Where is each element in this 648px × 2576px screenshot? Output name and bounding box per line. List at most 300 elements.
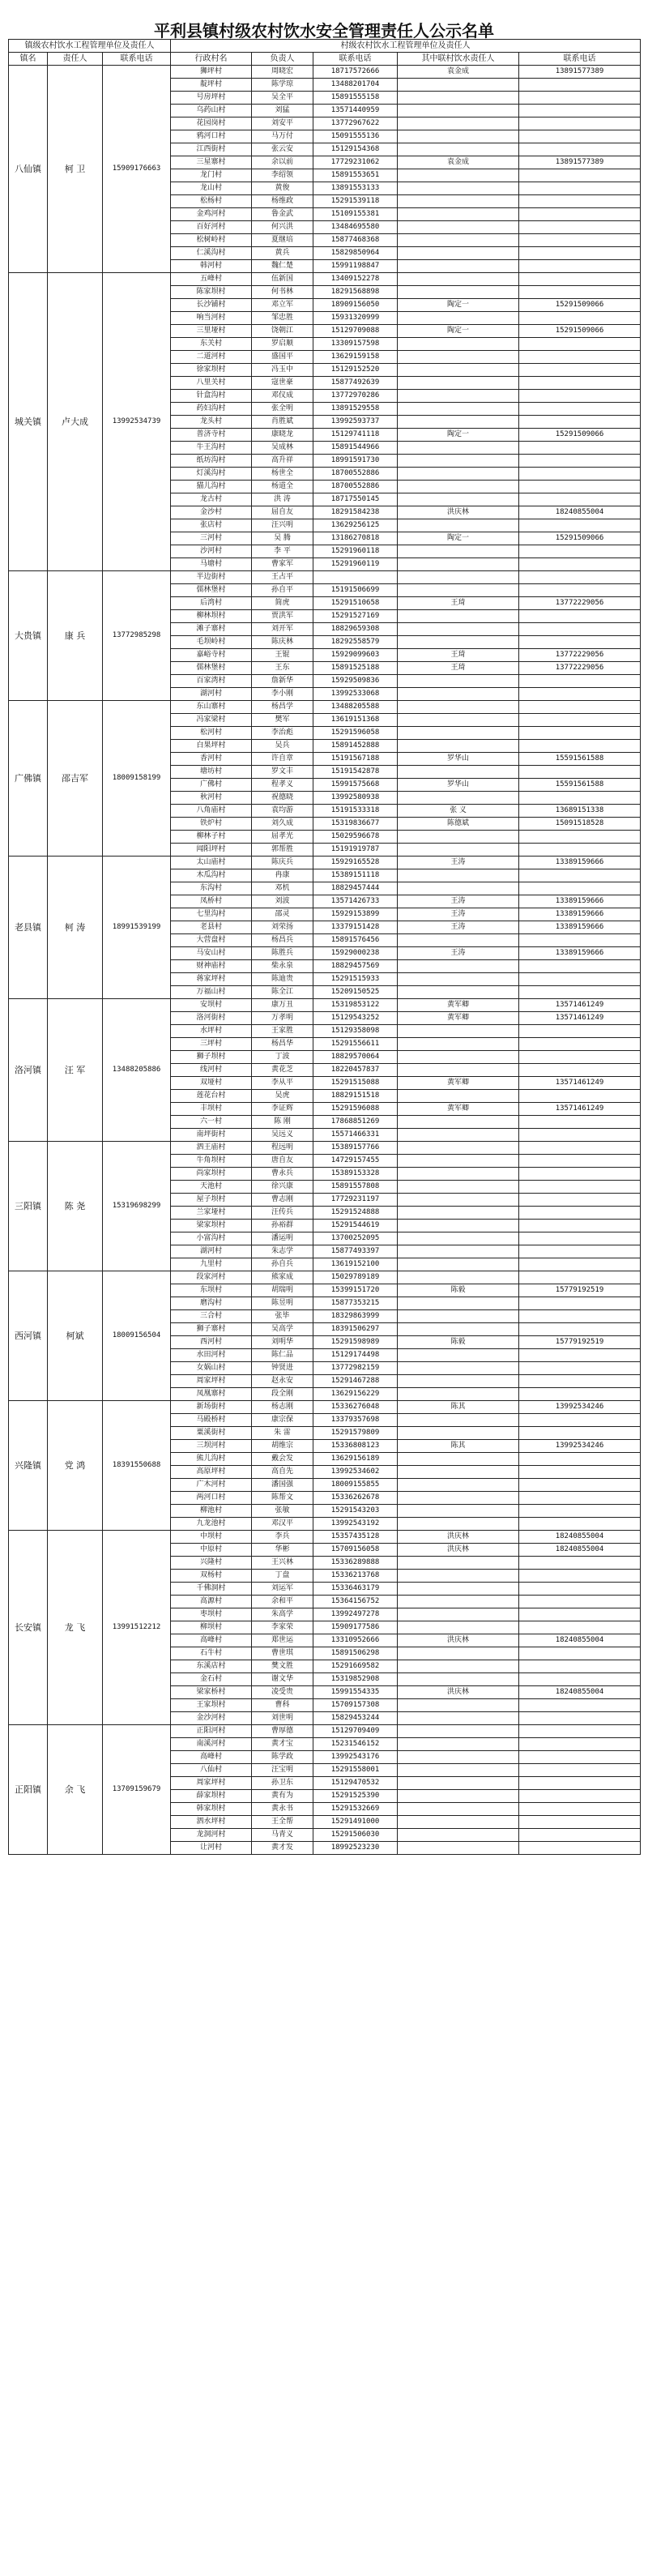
village-name: 松杨村	[171, 195, 252, 208]
sub-responsible	[398, 1557, 519, 1570]
village-responsible: 陈全江	[252, 986, 313, 999]
village-phone: 15929099603	[313, 649, 398, 662]
sub-responsible	[398, 701, 519, 714]
header-village-phone: 联系电话	[313, 53, 398, 66]
village-name: 东坝村	[171, 1284, 252, 1297]
village-name: 双杨村	[171, 1570, 252, 1583]
village-phone: 13309157598	[313, 338, 398, 351]
village-name: 普济寺村	[171, 429, 252, 442]
village-phone: 13992543192	[313, 1518, 398, 1531]
village-name: 莲花台村	[171, 1090, 252, 1103]
village-name: 牛王沟村	[171, 442, 252, 455]
village-responsible: 魏仁楚	[252, 260, 313, 273]
sub-phone: 13772229056	[519, 662, 641, 675]
village-responsible: 吴全平	[252, 92, 313, 105]
sub-phone	[519, 1660, 641, 1673]
village-phone: 18220457837	[313, 1064, 398, 1077]
village-responsible: 吴远义	[252, 1129, 313, 1142]
village-phone: 15291596058	[313, 727, 398, 740]
sub-responsible	[398, 1258, 519, 1271]
sub-responsible	[398, 519, 519, 532]
village-phone: 18329863999	[313, 1310, 398, 1323]
header-phone: 联系电话	[103, 53, 171, 66]
town-phone: 18991539199	[103, 857, 171, 999]
village-responsible: 曹永兵	[252, 1168, 313, 1181]
sub-responsible	[398, 1660, 519, 1673]
village-phone: 17729231197	[313, 1194, 398, 1207]
sub-phone	[519, 247, 641, 260]
village-phone: 18829659308	[313, 623, 398, 636]
village-name: 凤凰寨村	[171, 1388, 252, 1401]
village-name: 段家河村	[171, 1271, 252, 1284]
town-responsible: 龙 飞	[48, 1531, 103, 1725]
sub-responsible: 王琦	[398, 662, 519, 675]
sub-responsible	[398, 182, 519, 195]
village-name: 梁家坝村	[171, 1220, 252, 1232]
sub-phone: 15091518528	[519, 818, 641, 831]
village-responsible: 王占平	[252, 571, 313, 584]
village-responsible: 李家荣	[252, 1621, 313, 1634]
sub-responsible: 陶定一	[398, 299, 519, 312]
sub-responsible	[398, 571, 519, 584]
sub-phone	[519, 1388, 641, 1401]
sub-phone: 13891577389	[519, 66, 641, 79]
table-row	[9, 999, 641, 1012]
village-phone: 13629156229	[313, 1388, 398, 1401]
village-phone: 15291506030	[313, 1829, 398, 1842]
village-name: 儒林堡村	[171, 584, 252, 597]
village-responsible: 刘开军	[252, 623, 313, 636]
sub-phone	[519, 92, 641, 105]
village-responsible: 王全帮	[252, 1816, 313, 1829]
village-phone: 15291544619	[313, 1220, 398, 1232]
village-responsible: 陈学琼	[252, 79, 313, 92]
village-name: 高峰村	[171, 1751, 252, 1764]
village-responsible: 祝德晓	[252, 792, 313, 805]
sub-phone	[519, 468, 641, 481]
sub-responsible: 袁金成	[398, 66, 519, 79]
sub-phone: 15591561588	[519, 753, 641, 766]
village-name: 枣坝村	[171, 1608, 252, 1621]
village-name: 松河村	[171, 727, 252, 740]
sub-responsible	[398, 1051, 519, 1064]
sub-phone	[519, 351, 641, 364]
village-phone: 15291527169	[313, 610, 398, 623]
village-responsible: 冉康	[252, 869, 313, 882]
sub-phone	[519, 1738, 641, 1751]
town-name: 大贵镇	[9, 571, 48, 701]
village-name: 湖河村	[171, 688, 252, 701]
sub-phone	[519, 117, 641, 130]
sub-responsible	[398, 973, 519, 986]
village-responsible: 樊军	[252, 714, 313, 727]
town-phone: 18009156504	[103, 1271, 171, 1401]
village-name: 兴隆村	[171, 1557, 252, 1570]
village-responsible: 汪传兵	[252, 1207, 313, 1220]
village-name: 水坪村	[171, 1025, 252, 1038]
village-responsible: 黄俊	[252, 182, 313, 195]
sub-phone	[519, 1323, 641, 1336]
sub-responsible	[398, 1725, 519, 1738]
village-responsible: 曹世琪	[252, 1647, 313, 1660]
sub-phone	[519, 1427, 641, 1440]
sub-responsible	[398, 766, 519, 779]
village-name: 三合村	[171, 1310, 252, 1323]
town-phone: 15319698299	[103, 1142, 171, 1271]
table-row	[9, 1725, 641, 1738]
village-phone: 15336213768	[313, 1570, 398, 1583]
town-name: 三阳镇	[9, 1142, 48, 1271]
sub-responsible	[398, 740, 519, 753]
sub-phone	[519, 273, 641, 286]
village-name: 三河村	[171, 532, 252, 545]
village-responsible: 潘运明	[252, 1232, 313, 1245]
sub-responsible: 王涛	[398, 947, 519, 960]
sub-responsible: 王琦	[398, 597, 519, 610]
sub-phone	[519, 1232, 641, 1245]
town-responsible: 陈 尧	[48, 1142, 103, 1271]
village-phone: 15891553651	[313, 169, 398, 182]
village-phone: 13310952666	[313, 1634, 398, 1647]
village-phone: 18829151518	[313, 1090, 398, 1103]
sub-phone	[519, 1466, 641, 1479]
village-name: 高峰村	[171, 1634, 252, 1647]
village-name: 木瓜沟村	[171, 869, 252, 882]
sub-responsible	[398, 688, 519, 701]
village-name: 张店村	[171, 519, 252, 532]
village-phone: 15709156058	[313, 1544, 398, 1557]
sub-phone	[519, 1129, 641, 1142]
village-name: 八仙村	[171, 1764, 252, 1777]
village-phone: 15291515088	[313, 1077, 398, 1090]
village-responsible: 肖胜斌	[252, 416, 313, 429]
sub-phone: 15591561588	[519, 779, 641, 792]
village-responsible: 杨志刚	[252, 1401, 313, 1414]
sub-responsible	[398, 390, 519, 403]
sub-responsible	[398, 377, 519, 390]
village-responsible: 王锟	[252, 649, 313, 662]
sub-responsible	[398, 1155, 519, 1168]
village-phone: 15291669582	[313, 1660, 398, 1673]
sub-responsible	[398, 1090, 519, 1103]
village-responsible: 冯玉中	[252, 364, 313, 377]
village-phone: 15129709088	[313, 325, 398, 338]
town-name: 洛河镇	[9, 999, 48, 1142]
sub-phone	[519, 545, 641, 558]
village-phone: 13379151428	[313, 921, 398, 934]
village-responsible: 马青义	[252, 1829, 313, 1842]
sub-responsible	[398, 1038, 519, 1051]
header-village: 行政村名	[171, 53, 252, 66]
sub-phone	[519, 610, 641, 623]
header-town-level: 镇级农村饮水工程管理单位及责任人	[9, 40, 171, 53]
village-name: 千佛洞村	[171, 1583, 252, 1596]
sub-phone: 15291509066	[519, 299, 641, 312]
sub-responsible	[398, 1362, 519, 1375]
sub-responsible: 罗华山	[398, 753, 519, 766]
village-responsible: 徐兴康	[252, 1181, 313, 1194]
village-name: 小富沟村	[171, 1232, 252, 1245]
sub-responsible	[398, 312, 519, 325]
village-responsible: 张毕	[252, 1310, 313, 1323]
sub-responsible: 黄军卿	[398, 1103, 519, 1116]
sub-responsible: 王涛	[398, 895, 519, 908]
sub-responsible: 洪庆林	[398, 1634, 519, 1647]
village-phone: 18700552886	[313, 468, 398, 481]
sub-phone: 18240855004	[519, 1686, 641, 1699]
village-name: 闻阳坪村	[171, 844, 252, 857]
sub-responsible: 洪庆林	[398, 1544, 519, 1557]
village-phone: 18829457444	[313, 882, 398, 895]
village-responsible: 吴高学	[252, 1323, 313, 1336]
village-phone: 15129741118	[313, 429, 398, 442]
sub-phone: 13891577389	[519, 156, 641, 169]
village-name: 药妇沟村	[171, 403, 252, 416]
header-sub-responsible: 其中联村饮水责任人	[398, 53, 519, 66]
sub-phone	[519, 688, 641, 701]
village-phone: 13891553133	[313, 182, 398, 195]
sub-responsible	[398, 545, 519, 558]
sub-responsible: 袁金成	[398, 156, 519, 169]
village-name: 东沟村	[171, 882, 252, 895]
village-name: 八角庙村	[171, 805, 252, 818]
village-name: 龙山村	[171, 182, 252, 195]
village-name: 牛角坝村	[171, 1155, 252, 1168]
sub-responsible: 洪庆林	[398, 506, 519, 519]
sub-responsible	[398, 169, 519, 182]
village-name: 毛坝岭村	[171, 636, 252, 649]
village-phone: 15931320999	[313, 312, 398, 325]
village-responsible: 何书林	[252, 286, 313, 299]
sub-responsible: 黄军卿	[398, 1012, 519, 1025]
village-responsible: 李绍领	[252, 169, 313, 182]
sub-phone	[519, 1220, 641, 1232]
sub-phone	[519, 519, 641, 532]
village-name: 金沙河村	[171, 1712, 252, 1725]
town-name: 八仙镇	[9, 66, 48, 273]
village-phone: 15291524888	[313, 1207, 398, 1220]
sub-responsible	[398, 1596, 519, 1608]
village-name: 梁家桥村	[171, 1686, 252, 1699]
village-name: 高源村	[171, 1596, 252, 1608]
village-responsible: 凌受贵	[252, 1686, 313, 1699]
village-name: 韩河村	[171, 260, 252, 273]
village-phone: 15389151118	[313, 869, 398, 882]
table-row	[9, 1271, 641, 1284]
village-name: 号房坪村	[171, 92, 252, 105]
village-phone: 15891544966	[313, 442, 398, 455]
sub-responsible: 王涛	[398, 921, 519, 934]
village-phone: 18717550145	[313, 493, 398, 506]
village-phone: 15319836677	[313, 818, 398, 831]
village-responsible: 饶朝江	[252, 325, 313, 338]
village-name: 冯家梁村	[171, 714, 252, 727]
village-responsible: 潘国强	[252, 1479, 313, 1492]
village-name: 灯溪沟村	[171, 468, 252, 481]
village-phone: 18991591730	[313, 455, 398, 468]
sub-responsible	[398, 493, 519, 506]
sub-phone: 13772229056	[519, 597, 641, 610]
village-responsible: 吴 腾	[252, 532, 313, 545]
sub-phone	[519, 260, 641, 273]
header-town: 镇名	[9, 53, 48, 66]
sub-phone	[519, 481, 641, 493]
village-phone: 18829570064	[313, 1051, 398, 1064]
sub-responsible	[398, 481, 519, 493]
village-phone: 15336276048	[313, 1401, 398, 1414]
town-phone: 13991512212	[103, 1531, 171, 1725]
village-phone: 15991554335	[313, 1686, 398, 1699]
sub-responsible	[398, 869, 519, 882]
village-responsible: 余和平	[252, 1596, 313, 1608]
sub-responsible	[398, 442, 519, 455]
village-responsible: 杨昌兵	[252, 934, 313, 947]
sub-phone	[519, 1271, 641, 1284]
village-name: 秋河村	[171, 792, 252, 805]
village-name: 中原村	[171, 1544, 252, 1557]
sub-responsible	[398, 1116, 519, 1129]
town-phone: 15909176663	[103, 66, 171, 273]
sub-responsible: 陈毅	[398, 1284, 519, 1297]
village-phone: 15029789189	[313, 1271, 398, 1284]
village-responsible: 陈庆林	[252, 636, 313, 649]
village-responsible: 杨昌华	[252, 1038, 313, 1051]
village-phone: 13629256125	[313, 519, 398, 532]
sub-phone	[519, 1557, 641, 1570]
village-phone	[313, 571, 398, 584]
village-phone: 13992497278	[313, 1608, 398, 1621]
village-phone: 18292558579	[313, 636, 398, 649]
sub-responsible	[398, 1232, 519, 1245]
village-name: 柳林坝村	[171, 610, 252, 623]
village-phone: 15231546152	[313, 1738, 398, 1751]
village-responsible: 孙卫东	[252, 1777, 313, 1790]
village-responsible: 戴会发	[252, 1453, 313, 1466]
village-phone: 18829457569	[313, 960, 398, 973]
sub-phone	[519, 986, 641, 999]
village-name: 广木河村	[171, 1479, 252, 1492]
sub-responsible	[398, 714, 519, 727]
village-name: 大营盘村	[171, 934, 252, 947]
village-phone: 15829850964	[313, 247, 398, 260]
sub-phone	[519, 442, 641, 455]
sub-phone	[519, 1608, 641, 1621]
village-responsible: 袁均游	[252, 805, 313, 818]
sub-responsible	[398, 675, 519, 688]
sub-phone	[519, 377, 641, 390]
sub-responsible	[398, 1570, 519, 1583]
sub-phone: 15291509066	[519, 532, 641, 545]
sub-responsible	[398, 934, 519, 947]
sub-responsible	[398, 455, 519, 468]
village-responsible: 黄兵	[252, 247, 313, 260]
sub-phone: 13571461249	[519, 1103, 641, 1116]
village-responsible: 高升祥	[252, 455, 313, 468]
sub-phone	[519, 1777, 641, 1790]
village-name: 万福山村	[171, 986, 252, 999]
sub-responsible: 陶定一	[398, 325, 519, 338]
village-responsible: 朱志学	[252, 1245, 313, 1258]
sub-phone	[519, 714, 641, 727]
sub-responsible	[398, 1816, 519, 1829]
village-name: 马塘村	[171, 558, 252, 571]
village-responsible: 李小刚	[252, 688, 313, 701]
village-name: 柳池村	[171, 1505, 252, 1518]
village-name: 湖河村	[171, 1245, 252, 1258]
village-name: 两河口村	[171, 1492, 252, 1505]
village-phone: 15891525188	[313, 662, 398, 675]
village-name: 香河村	[171, 753, 252, 766]
village-responsible: 李证辉	[252, 1103, 313, 1116]
village-responsible: 钟贤进	[252, 1362, 313, 1375]
village-responsible: 寇世豪	[252, 377, 313, 390]
sub-phone	[519, 1492, 641, 1505]
table-body	[9, 66, 641, 1855]
village-responsible: 邓机	[252, 882, 313, 895]
village-name: 东溪店村	[171, 1660, 252, 1673]
village-name: 粟溪街村	[171, 1427, 252, 1440]
sub-phone	[519, 1596, 641, 1608]
village-responsible: 赵永安	[252, 1375, 313, 1388]
sub-phone: 18240855004	[519, 506, 641, 519]
sub-responsible: 陈德斌	[398, 818, 519, 831]
village-phone: 18291584238	[313, 506, 398, 519]
sub-responsible	[398, 364, 519, 377]
village-name: 五峰村	[171, 273, 252, 286]
village-name: 半边街村	[171, 571, 252, 584]
village-responsible: 郑世运	[252, 1634, 313, 1647]
sub-phone: 13992534246	[519, 1440, 641, 1453]
sub-phone	[519, 831, 641, 844]
village-phone: 18391506297	[313, 1323, 398, 1336]
village-responsible: 王兴林	[252, 1557, 313, 1570]
village-phone: 18717572666	[313, 66, 398, 79]
village-phone: 15129154368	[313, 143, 398, 156]
village-phone: 14729157455	[313, 1155, 398, 1168]
village-phone: 15129709409	[313, 1725, 398, 1738]
village-responsible: 王家胜	[252, 1025, 313, 1038]
village-phone: 13619151368	[313, 714, 398, 727]
village-phone: 13629156189	[313, 1453, 398, 1466]
village-phone: 15291525390	[313, 1790, 398, 1803]
village-name: 安坝村	[171, 999, 252, 1012]
sub-phone	[519, 1725, 641, 1738]
sub-responsible	[398, 792, 519, 805]
sub-phone	[519, 1038, 641, 1051]
village-phone: 18291568898	[313, 286, 398, 299]
sub-responsible	[398, 1349, 519, 1362]
table-row	[9, 273, 641, 286]
sub-responsible	[398, 727, 519, 740]
sub-responsible	[398, 1297, 519, 1310]
village-phone: 15929153899	[313, 908, 398, 921]
village-name: 双垭村	[171, 1077, 252, 1090]
village-responsible: 樊文胜	[252, 1660, 313, 1673]
village-name: 塘坊村	[171, 766, 252, 779]
village-phone: 15291960118	[313, 545, 398, 558]
sub-responsible	[398, 1647, 519, 1660]
village-name: 天池村	[171, 1181, 252, 1194]
village-responsible: 胡维宗	[252, 1440, 313, 1453]
village-responsible: 曹科	[252, 1699, 313, 1712]
village-name: 屋子坝村	[171, 1194, 252, 1207]
village-phone: 15029596678	[313, 831, 398, 844]
village-phone: 15357435128	[313, 1531, 398, 1544]
responsibility-table	[8, 39, 641, 1855]
sub-phone: 18240855004	[519, 1634, 641, 1647]
sub-responsible	[398, 1583, 519, 1596]
village-responsible: 陈胜兵	[252, 947, 313, 960]
